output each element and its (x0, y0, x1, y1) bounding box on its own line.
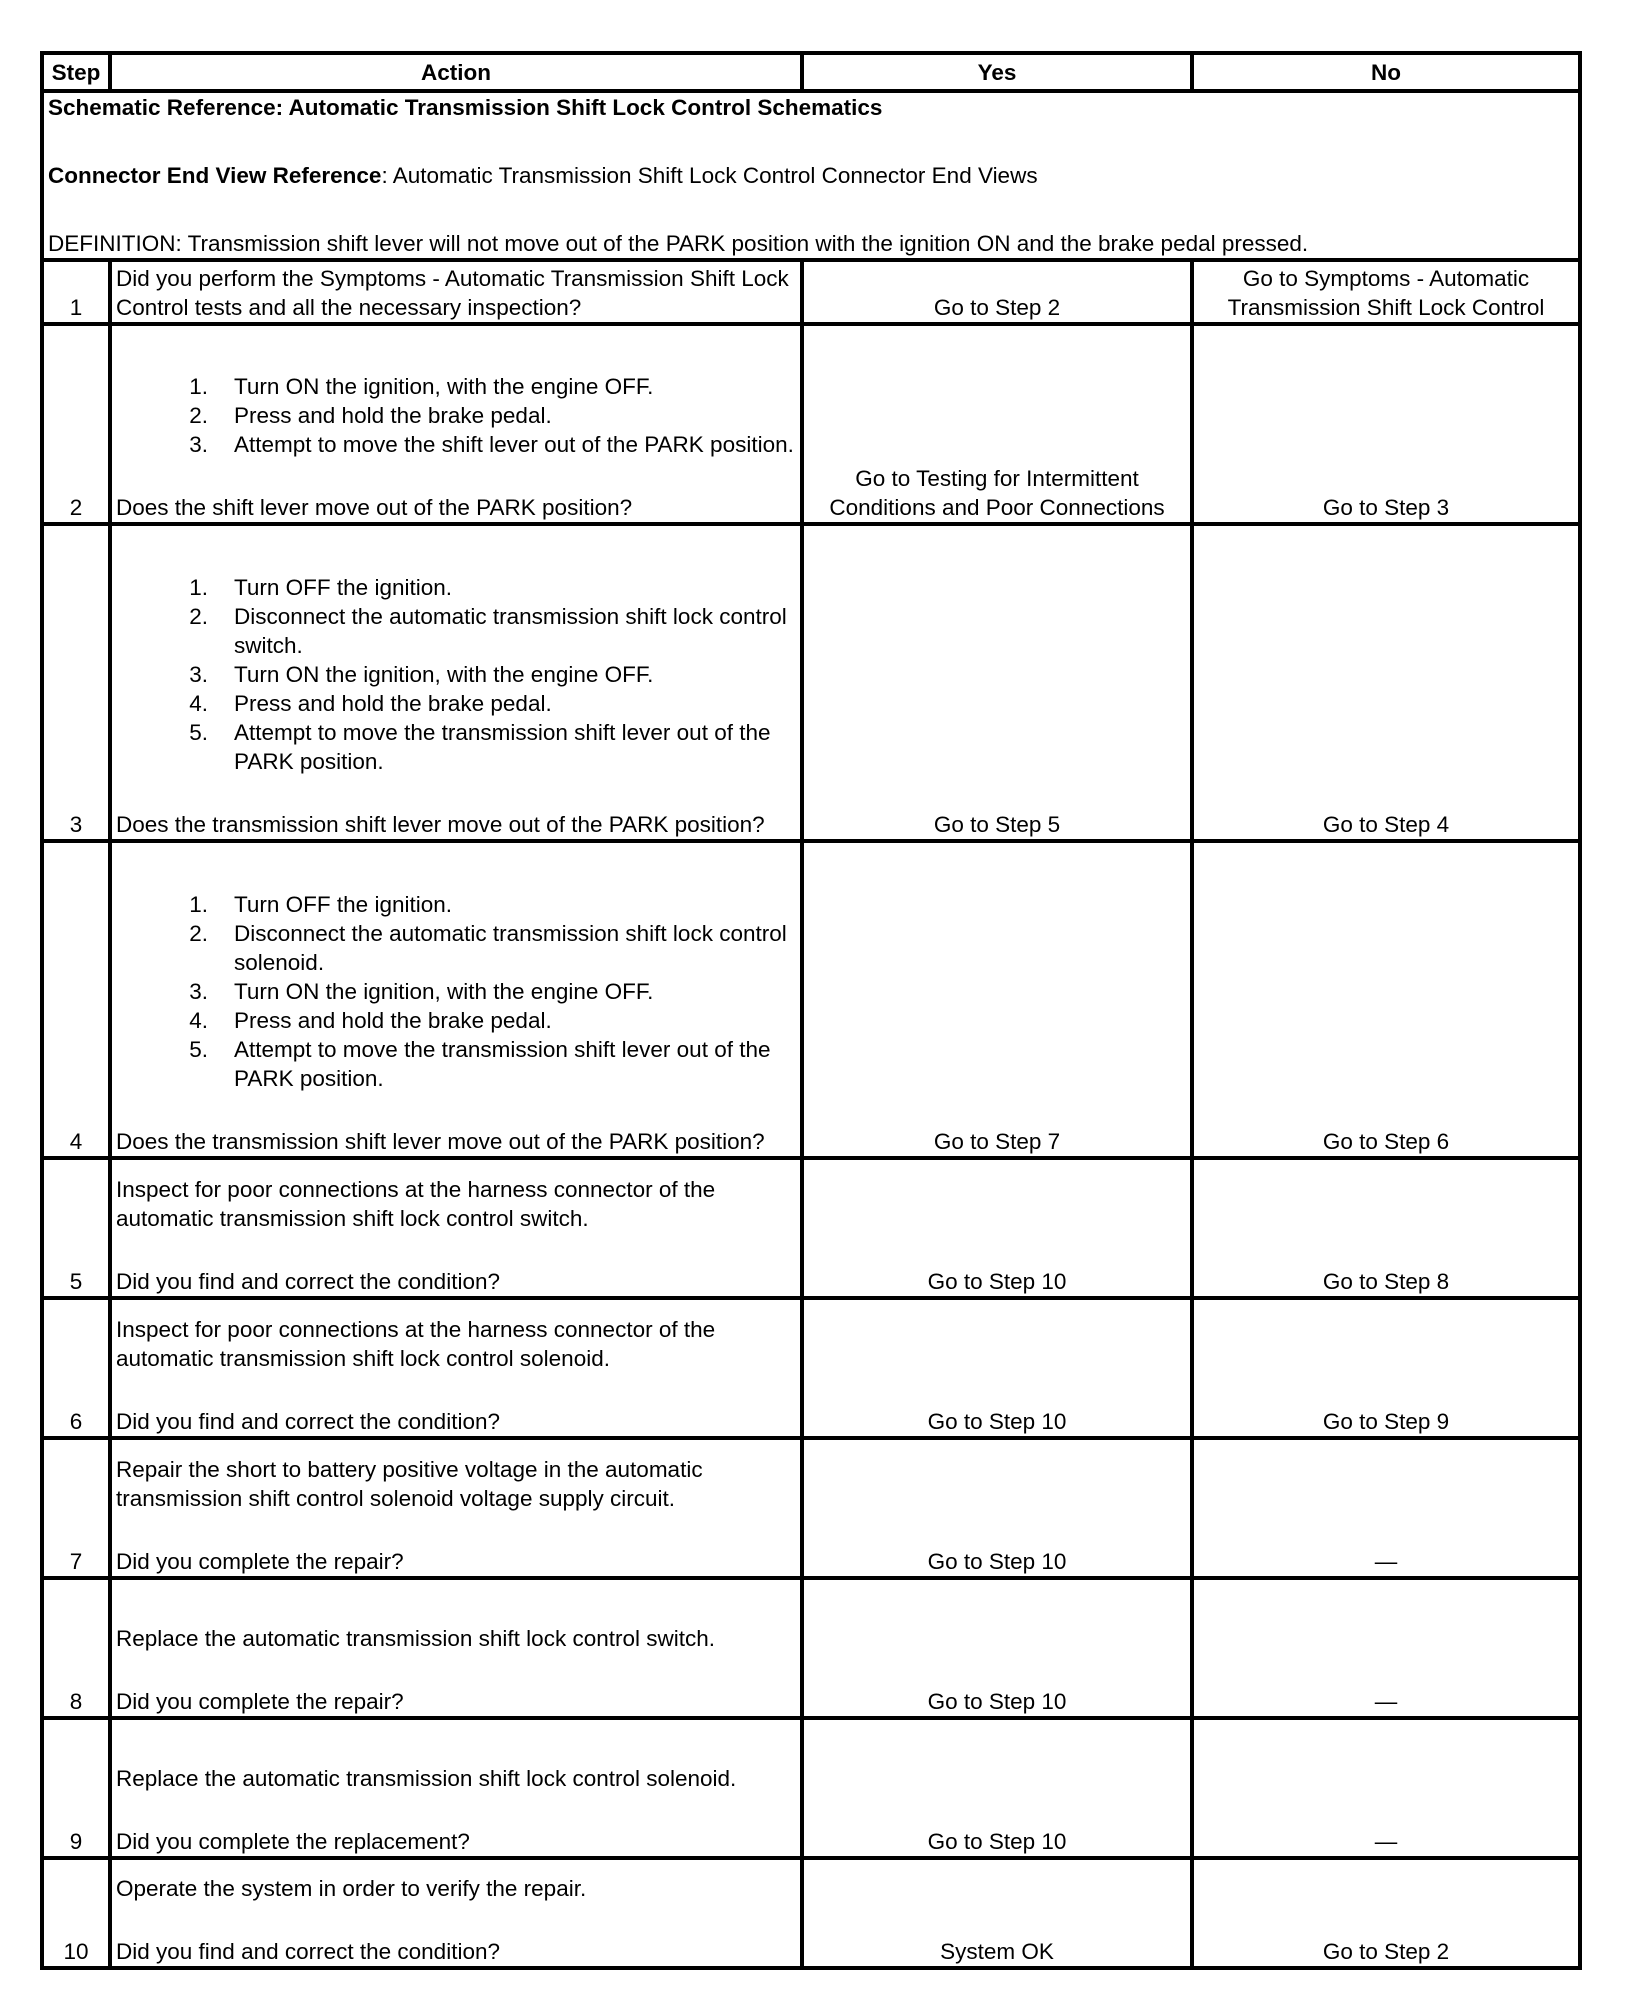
schematic-reference: Schematic Reference: Automatic Transmission Shift Lock Control Schematics (48, 95, 883, 120)
step-number: 9 (42, 1718, 110, 1858)
step-action (110, 1578, 802, 1718)
step-question: Did you complete the replacement? (116, 1829, 470, 1854)
list-item (116, 919, 796, 977)
list-item (116, 977, 796, 1006)
reference-row (42, 91, 1580, 260)
list-item (116, 1035, 796, 1093)
header-yes: Yes (802, 53, 1192, 91)
step-yes: Go to Step 10 (802, 1158, 1192, 1298)
step-no: Go to Step 4 (1192, 524, 1580, 841)
definition: DEFINITION: Transmission shift lever will not move out of the PARK position with the ignition ON and the brake pedal pressed. (48, 231, 1309, 256)
list-text: Press and hold the brake pedal. (234, 403, 552, 428)
list-item (116, 573, 796, 602)
list-number: 3. (189, 662, 208, 687)
table-row (42, 1298, 1580, 1438)
step-number: 7 (42, 1438, 110, 1578)
list-text: Press and hold the brake pedal. (234, 691, 552, 716)
list-number: 1. (189, 892, 208, 917)
step-instruction: Inspect for poor connections at the harness connector of the automatic transmission shift lock control switch. (116, 1177, 716, 1231)
list-item (116, 401, 796, 430)
step-instructions (116, 890, 796, 1093)
list-item (116, 372, 796, 401)
connector-reference (48, 161, 1574, 190)
step-question: Does the transmission shift lever move out of the PARK position? (116, 812, 765, 837)
step-no: Go to Step 3 (1192, 324, 1580, 524)
list-text: Press and hold the brake pedal. (234, 1008, 552, 1033)
table-row (42, 1858, 1580, 1968)
list-number: 1. (189, 575, 208, 600)
step-number: 2 (42, 324, 110, 524)
reference-cell (42, 91, 1580, 260)
step-question: Did you find and correct the condition? (116, 1409, 500, 1434)
step-question: Did you complete the repair? (116, 1689, 404, 1714)
step-yes: Go to Step 10 (802, 1718, 1192, 1858)
step-instruction: Operate the system in order to verify the repair. (116, 1876, 587, 1901)
step-number: 4 (42, 841, 110, 1158)
step-number: 5 (42, 1158, 110, 1298)
step-instruction: Inspect for poor connections at the harness connector of the automatic transmission shift lock control solenoid. (116, 1317, 716, 1371)
list-number: 1. (189, 374, 208, 399)
step-no: — (1192, 1718, 1580, 1858)
step-action (110, 841, 802, 1158)
step-action (110, 1298, 802, 1438)
list-text: Attempt to move the transmission shift lever out of the PARK position. (234, 720, 771, 774)
connector-reference-value: : Automatic Transmission Shift Lock Control Connector End Views (381, 163, 1038, 188)
list-number: 2. (189, 604, 208, 629)
table-row (42, 841, 1580, 1158)
list-item (116, 660, 796, 689)
table-row (42, 324, 1580, 524)
list-text: Disconnect the automatic transmission shift lock control solenoid. (234, 921, 787, 975)
table-row (42, 1438, 1580, 1578)
step-yes: Go to Step 10 (802, 1438, 1192, 1578)
step-action (110, 324, 802, 524)
diagnostic-table (40, 51, 1582, 1970)
step-no: Go to Step 8 (1192, 1158, 1580, 1298)
list-text: Attempt to move the transmission shift lever out of the PARK position. (234, 1037, 771, 1091)
step-number: 1 (42, 260, 110, 324)
step-action (110, 1718, 802, 1858)
step-action (110, 524, 802, 841)
step-instruction: Replace the automatic transmission shift lock control solenoid. (116, 1766, 737, 1791)
table-row (42, 1578, 1580, 1718)
step-instructions (116, 372, 796, 459)
step-instruction: Repair the short to battery positive voltage in the automatic transmission shift control solenoid voltage supply circuit. (116, 1457, 703, 1511)
step-instruction: Replace the automatic transmission shift lock control switch. (116, 1626, 715, 1651)
step-no: Go to Symptoms - Automatic Transmission Shift Lock Control (1192, 260, 1580, 324)
step-yes: System OK (802, 1858, 1192, 1968)
list-item (116, 890, 796, 919)
list-number: 4. (189, 1008, 208, 1033)
step-yes: Go to Step 10 (802, 1298, 1192, 1438)
table-row (42, 524, 1580, 841)
step-action (110, 1158, 802, 1298)
list-item (116, 718, 796, 776)
table-row (42, 1158, 1580, 1298)
header-no: No (1192, 53, 1580, 91)
list-text: Turn OFF the ignition. (234, 575, 453, 600)
list-text: Disconnect the automatic transmission shift lock control switch. (234, 604, 787, 658)
list-item (116, 430, 796, 459)
header-step: Step (42, 53, 110, 91)
step-instructions (116, 573, 796, 776)
step-no: Go to Step 9 (1192, 1298, 1580, 1438)
list-number: 3. (189, 432, 208, 457)
list-text: Attempt to move the shift lever out of the PARK position. (234, 432, 794, 457)
list-text: Turn ON the ignition, with the engine OFF. (234, 374, 654, 399)
step-yes: Go to Step 10 (802, 1578, 1192, 1718)
step-number: 8 (42, 1578, 110, 1718)
step-question: Does the transmission shift lever move out of the PARK position? (116, 1129, 765, 1154)
step-no: Go to Step 6 (1192, 841, 1580, 1158)
step-number: 10 (42, 1858, 110, 1968)
step-action: Did you perform the Symptoms - Automatic Transmission Shift Lock Control tests and all the necessary inspection? (110, 260, 802, 324)
list-text: Turn ON the ignition, with the engine OFF. (234, 979, 654, 1004)
list-item (116, 689, 796, 718)
connector-reference-label: Connector End View Reference (48, 163, 382, 188)
step-action (110, 1438, 802, 1578)
list-text: Turn ON the ignition, with the engine OFF. (234, 662, 654, 687)
list-number: 2. (189, 921, 208, 946)
step-no: Go to Step 2 (1192, 1858, 1580, 1968)
list-number: 3. (189, 979, 208, 1004)
step-question: Did you find and correct the condition? (116, 1269, 500, 1294)
step-yes: Go to Step 5 (802, 524, 1192, 841)
step-question: Did you find and correct the condition? (116, 1939, 500, 1964)
step-question: Does the shift lever move out of the PARK position? (116, 495, 633, 520)
step-yes: Go to Testing for Intermittent Conditions and Poor Connections (802, 324, 1192, 524)
header-action: Action (110, 53, 802, 91)
list-item (116, 602, 796, 660)
table-row (42, 260, 1580, 324)
list-number: 4. (189, 691, 208, 716)
list-number: 5. (189, 720, 208, 745)
step-number: 6 (42, 1298, 110, 1438)
list-item (116, 1006, 796, 1035)
step-no: — (1192, 1438, 1580, 1578)
table-row (42, 1718, 1580, 1858)
step-action (110, 1858, 802, 1968)
step-question: Did you complete the repair? (116, 1549, 404, 1574)
list-number: 2. (189, 403, 208, 428)
step-no: — (1192, 1578, 1580, 1718)
step-yes: Go to Step 2 (802, 260, 1192, 324)
step-number: 3 (42, 524, 110, 841)
list-number: 5. (189, 1037, 208, 1062)
list-text: Turn OFF the ignition. (234, 892, 453, 917)
header-row (42, 53, 1580, 91)
step-yes: Go to Step 7 (802, 841, 1192, 1158)
